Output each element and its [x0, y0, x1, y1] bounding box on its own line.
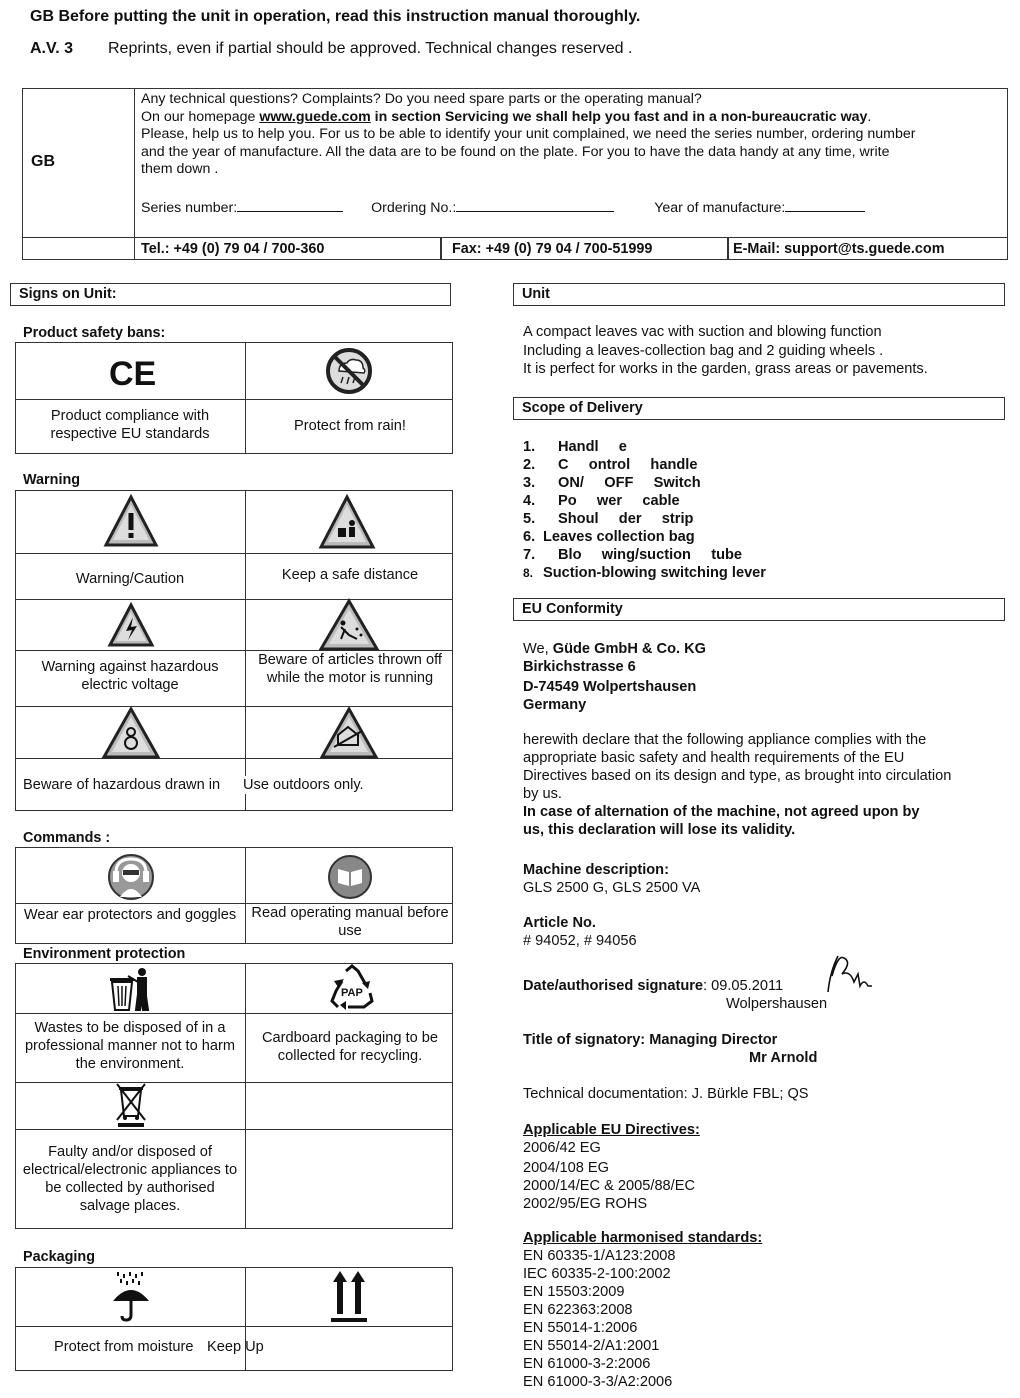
scope-item-text: Leaves collection bag [543, 529, 695, 545]
standard-7: EN 61000-3-2:2006 [523, 1356, 651, 1372]
electric-voltage-icon [108, 603, 154, 647]
scope-item [523, 564, 766, 582]
standard-3: EN 15503:2009 [523, 1284, 625, 1300]
series-number-label: Series number: [141, 200, 238, 216]
safe-distance-icon [319, 495, 375, 549]
fax: Fax: +49 (0) 79 04 / 700-51999 [440, 238, 729, 260]
article-label: Article No. [523, 915, 596, 931]
service-line-1: Any technical questions? Complaints? Do you need spare parts or the operating manual? [141, 91, 702, 107]
scope-item-text: C ontrol handle [558, 457, 698, 473]
scope-item-text: Suction-blowing switching lever [543, 565, 766, 581]
drawn-in-hazard-icon [102, 707, 160, 759]
machine-block [523, 861, 700, 897]
protect-moisture-icon [111, 1271, 151, 1323]
service-line-2-pre: On our homepage [141, 108, 260, 125]
warn2-text: Keep a safe distance [281, 567, 419, 583]
standards-title: Applicable harmonised standards: [523, 1230, 763, 1246]
year-label: Year of manufacture: [654, 200, 786, 216]
ear-goggle-protection-icon [106, 853, 156, 901]
recycling-pap-icon [328, 965, 376, 1011]
machine-value: GLS 2500 G, GLS 2500 VA [523, 880, 701, 896]
homepage-link[interactable]: www.guede.com [259, 108, 371, 125]
article-value: # 94052, # 94056 [523, 933, 637, 949]
declaration-line-5: In case of alternation of the machine, not agreed upon by [523, 804, 920, 820]
commands-table [15, 847, 453, 944]
scope-item [523, 456, 766, 474]
ordering-number-blank[interactable] [456, 199, 614, 212]
packaging-title: Packaging [23, 1249, 95, 1265]
declaration-line-1: herewith declare that the following appliance complies with the [523, 732, 927, 748]
service-text [141, 91, 1003, 179]
company-name: Güde GmbH & Co. KG [552, 641, 706, 657]
we-label: We, [523, 641, 549, 657]
rain-prohibited-icon [325, 347, 373, 395]
declaration-line-2: appropriate basic safety and health requirements of the EU [523, 750, 905, 766]
standards-block [523, 1229, 762, 1391]
scope-item [523, 474, 766, 492]
directive-3: 2000/14/EC & 2005/88/EC [523, 1178, 696, 1194]
eu-conformity-title: EU Conformity [513, 598, 1005, 621]
machine-label: Machine description: [523, 862, 669, 878]
weee-bin-icon [114, 1082, 148, 1128]
outdoor-use-icon [320, 707, 378, 759]
article-block [523, 914, 637, 950]
company-street: Birkichstrasse 6 [523, 659, 636, 675]
this-way-up-icon [329, 1270, 369, 1324]
service-line-2-bold: in section Servicing we shall help you fast and in a non-bureaucratic way [370, 108, 868, 125]
waste-disposal-icon [108, 966, 152, 1012]
declaration-line-3: Directives based on its design and type, as brought into circulation [523, 768, 952, 784]
declaration-block [523, 731, 951, 839]
warn1-text: Warning/Caution [75, 571, 185, 587]
scope-item [523, 528, 766, 546]
declaration-line-4: by us. [523, 786, 562, 802]
scope-item-number: 6. [523, 529, 536, 545]
standard-6: EN 55014-2/A1:2001 [523, 1338, 660, 1354]
series-number-blank[interactable] [237, 199, 343, 212]
scope-item [523, 492, 766, 510]
directives-title: Applicable EU Directives: [523, 1122, 700, 1138]
unit-line-2: Including a leaves-collection bag and 2 guiding wheels . [523, 343, 884, 359]
thrown-objects-icon [319, 599, 379, 651]
ce-text: Product compliance with respective EU standards [50, 408, 210, 442]
scope-list [523, 438, 766, 582]
warning-table [15, 490, 453, 811]
company-line [523, 640, 706, 658]
safety-title: Product safety bans: [23, 325, 166, 341]
packaging-table [15, 1267, 453, 1371]
date-label: Date/authorised signature [523, 978, 704, 994]
warn4-text: Beware of articles thrown off while the motor is running [258, 652, 442, 686]
standard-1: EN 60335-1/A123:2008 [523, 1248, 676, 1264]
scope-item-number: 7. [523, 547, 536, 563]
unit-title: Unit [513, 283, 1005, 306]
service-line-2 [141, 109, 1003, 127]
signature-image [824, 952, 876, 996]
scope-item-text: Blo wing/suction tube [558, 547, 743, 563]
date-block [523, 977, 827, 1013]
pap-label: PAP [341, 987, 363, 999]
gb-label: GB [31, 153, 55, 170]
unit-line-1: A compact leaves vac with suction and blowing function [523, 324, 882, 340]
signs-title: Signs on Unit: [10, 283, 451, 306]
pack2-text: Keep Up [207, 1339, 264, 1355]
scope-item [523, 510, 766, 528]
service-line-4: and the year of manufacture. All the data are to be found on the plate. For you to have the data handy at any time, write [141, 143, 890, 160]
signatory-block [523, 1031, 817, 1067]
env3-text: Faulty and/or disposed of electrical/electronic appliances to be collected by authorised salvage places. [22, 1144, 238, 1214]
directive-2: 2004/108 EG [523, 1160, 610, 1176]
warning-title: Warning [23, 472, 81, 488]
cmd2-text: Read operating manual before use [251, 905, 449, 939]
version-line [30, 40, 632, 58]
environment-table [15, 963, 453, 1229]
read-manual-icon [327, 854, 373, 900]
scope-item-number: 8. [523, 566, 534, 580]
warn3-text: Warning against hazardous electric voltage [41, 659, 219, 693]
service-box [22, 88, 1008, 260]
service-line-5: them down . [141, 161, 219, 177]
scope-item-number: 1. [523, 439, 536, 455]
ordering-number-label: Ordering No.: [371, 200, 457, 216]
safety-table [15, 342, 453, 454]
directives-block [523, 1121, 700, 1213]
scope-item-text: Shoul der strip [558, 511, 694, 527]
caution-icon [104, 495, 158, 547]
company-city: D-74549 Wolpertshausen [523, 679, 697, 695]
cmd1-text: Wear ear protectors and goggles [23, 907, 237, 923]
serial-fields [141, 199, 865, 216]
year-blank[interactable] [785, 199, 865, 212]
manual-title: GB Before putting the unit in operation, read this instruction manual thoroughly. [30, 8, 641, 25]
company-block [523, 640, 706, 714]
standard-4: EN 622363:2008 [523, 1302, 633, 1318]
unit-line-3: It is perfect for works in the garden, grass areas or pavements. [523, 361, 928, 377]
gb-column [23, 89, 135, 237]
version-label: A.V. 3 [30, 40, 73, 57]
warn5-text: Beware of hazardous drawn in [23, 777, 221, 793]
directive-1: 2006/42 EG [523, 1140, 601, 1156]
scope-item [523, 438, 766, 456]
environment-title: Environment protection [23, 946, 186, 962]
scope-item-number: 5. [523, 511, 536, 527]
standard-2: IEC 60335-2-100:2002 [523, 1266, 671, 1282]
standard-5: EN 55014-1:2006 [523, 1320, 638, 1336]
signatory-title: Title of signatory: Managing Director [523, 1032, 778, 1048]
service-line-2-end: . [867, 108, 872, 125]
tel: Tel.: +49 (0) 79 04 / 700-360 [134, 238, 440, 260]
env2-text: Cardboard packaging to be collected for recycling. [261, 1030, 439, 1064]
service-line-3: Please, help us to help you. For us to be able to identify your unit complained, we need the series number, ordering number [141, 126, 916, 142]
email[interactable]: E-Mail: support@ts.guede.com [733, 241, 945, 257]
signature-place: Wolpershausen [726, 996, 828, 1012]
signatory-name: Mr Arnold [749, 1050, 818, 1066]
env1-text: Wastes to be disposed of in a professional manner not to harm the environment. [24, 1020, 236, 1072]
scope-item-number: 4. [523, 493, 536, 509]
reprints-note: Reprints, even if partial should be approved. Technical changes reserved . [108, 40, 633, 57]
scope-item-text: ON/ OFF Switch [558, 475, 701, 491]
rain-text: Protect from rain! [294, 418, 406, 434]
scope-title: Scope of Delivery [513, 397, 1005, 420]
scope-item-text: Po wer cable [558, 493, 680, 509]
scope-item-text: Handl e [558, 439, 627, 455]
unit-description [523, 323, 928, 378]
date-value: : 09.05.2011 [703, 978, 784, 994]
standard-8: EN 61000-3-3/A2:2006 [523, 1374, 673, 1390]
commands-title: Commands : [23, 830, 111, 846]
scope-item-number: 3. [523, 475, 536, 491]
ce-mark: CE [109, 355, 157, 393]
ce-icon [109, 355, 157, 393]
warn6-text: Use outdoors only. [243, 777, 364, 793]
pack1-text: Protect from moisture [54, 1339, 194, 1355]
scope-item-number: 2. [523, 457, 536, 473]
technical-documentation: Technical documentation: J. Bürkle FBL; QS [523, 1086, 809, 1102]
directive-4: 2002/95/EG ROHS [523, 1196, 648, 1212]
company-country: Germany [523, 697, 587, 713]
declaration-line-6: us, this declaration will lose its validity. [523, 822, 796, 838]
contact-row [23, 237, 1007, 260]
scope-item [523, 546, 766, 564]
